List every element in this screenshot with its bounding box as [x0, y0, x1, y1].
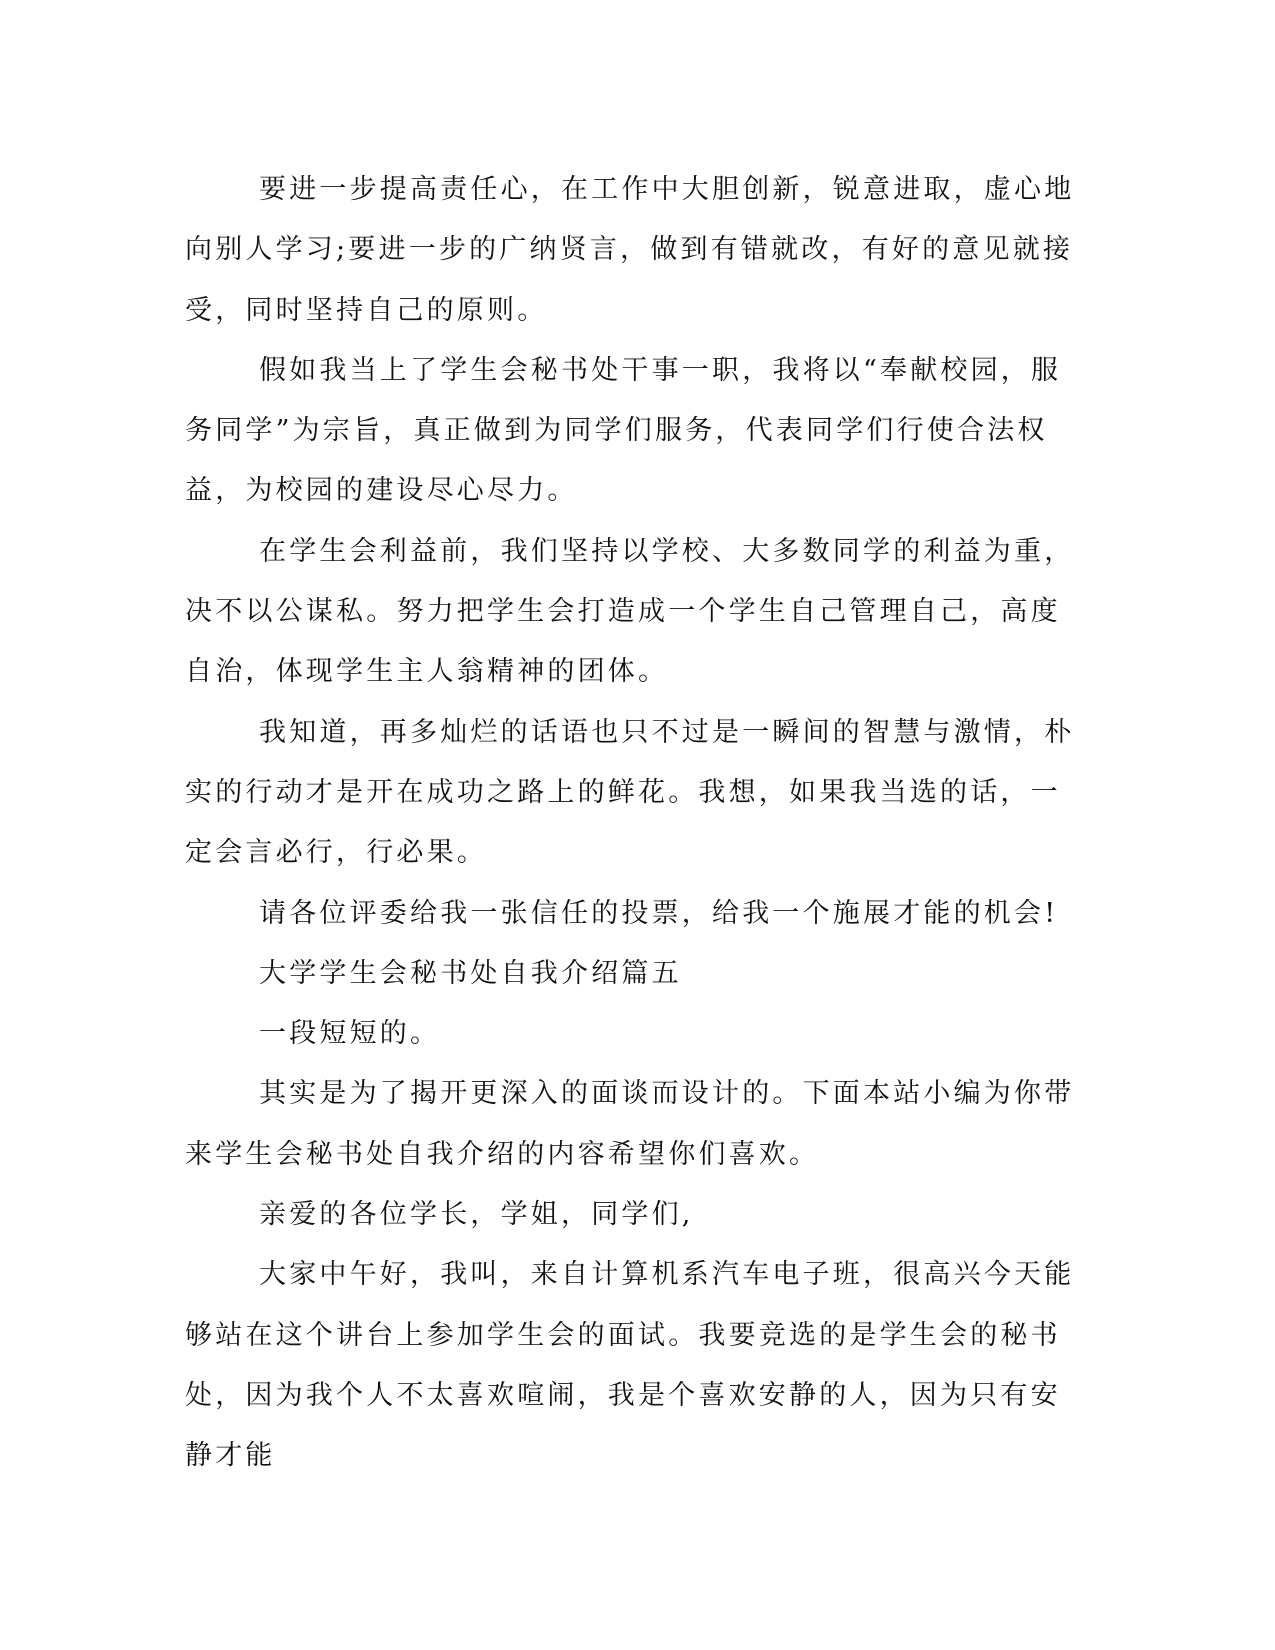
paragraph-actions: 我知道，再多灿烂的话语也只不过是一瞬间的智慧与激情，朴实的行动才是开在成功之路上的鲜花。我想，如果我当选的话，一定会言必行，行必果。	[185, 716, 1075, 869]
paragraph-responsibility: 要进一步提高责任心，在工作中大胆创新，锐意进取，虚心地向别人学习;要进一步的广纳贤言，做到有错就改，有好的意见就接受，同时坚持自己的原则。	[185, 174, 1075, 326]
paragraph-purpose: 其实是为了揭开更深入的面谈而设计的。下面本站小编为你带来学生会秘书处自我介绍的内容希望你们喜欢。	[185, 1078, 1075, 1170]
section-heading: 大学学生会秘书处自我介绍篇五	[259, 957, 682, 989]
paragraph-self-introduction: 大家中午好，我叫，来自计算机系汽车电子班，很高兴今天能够站在这个讲台上参加学生会的面试。我要竞选的是学生会的秘书处，因为我个人不太喜欢喧闹，我是个喜欢安静的人，因为只有安静才能	[185, 1259, 1075, 1472]
document-body	[185, 160, 1075, 1487]
paragraph-interests: 在学生会利益前，我们坚持以学校、大多数同学的利益为重，决不以公谋私。努力把学生会打造成一个学生自己管理自己，高度自治，体现学生主人翁精神的团体。	[185, 535, 1075, 688]
paragraph-greeting: 亲爱的各位学长，学姐，同学们,	[259, 1199, 694, 1231]
paragraph-vote-request: 请各位评委给我一张信任的投票，给我一个施展才能的机会!	[259, 897, 1059, 929]
paragraph-service-pledge: 假如我当上了学生会秘书处干事一职，我将以“奉献校园，服务同学”为宗旨，真正做到为同学们服务，代表同学们行使合法权益，为校园的建设尽心尽力。	[185, 354, 1062, 507]
paragraph-short-intro: 一段短短的。	[259, 1018, 441, 1050]
